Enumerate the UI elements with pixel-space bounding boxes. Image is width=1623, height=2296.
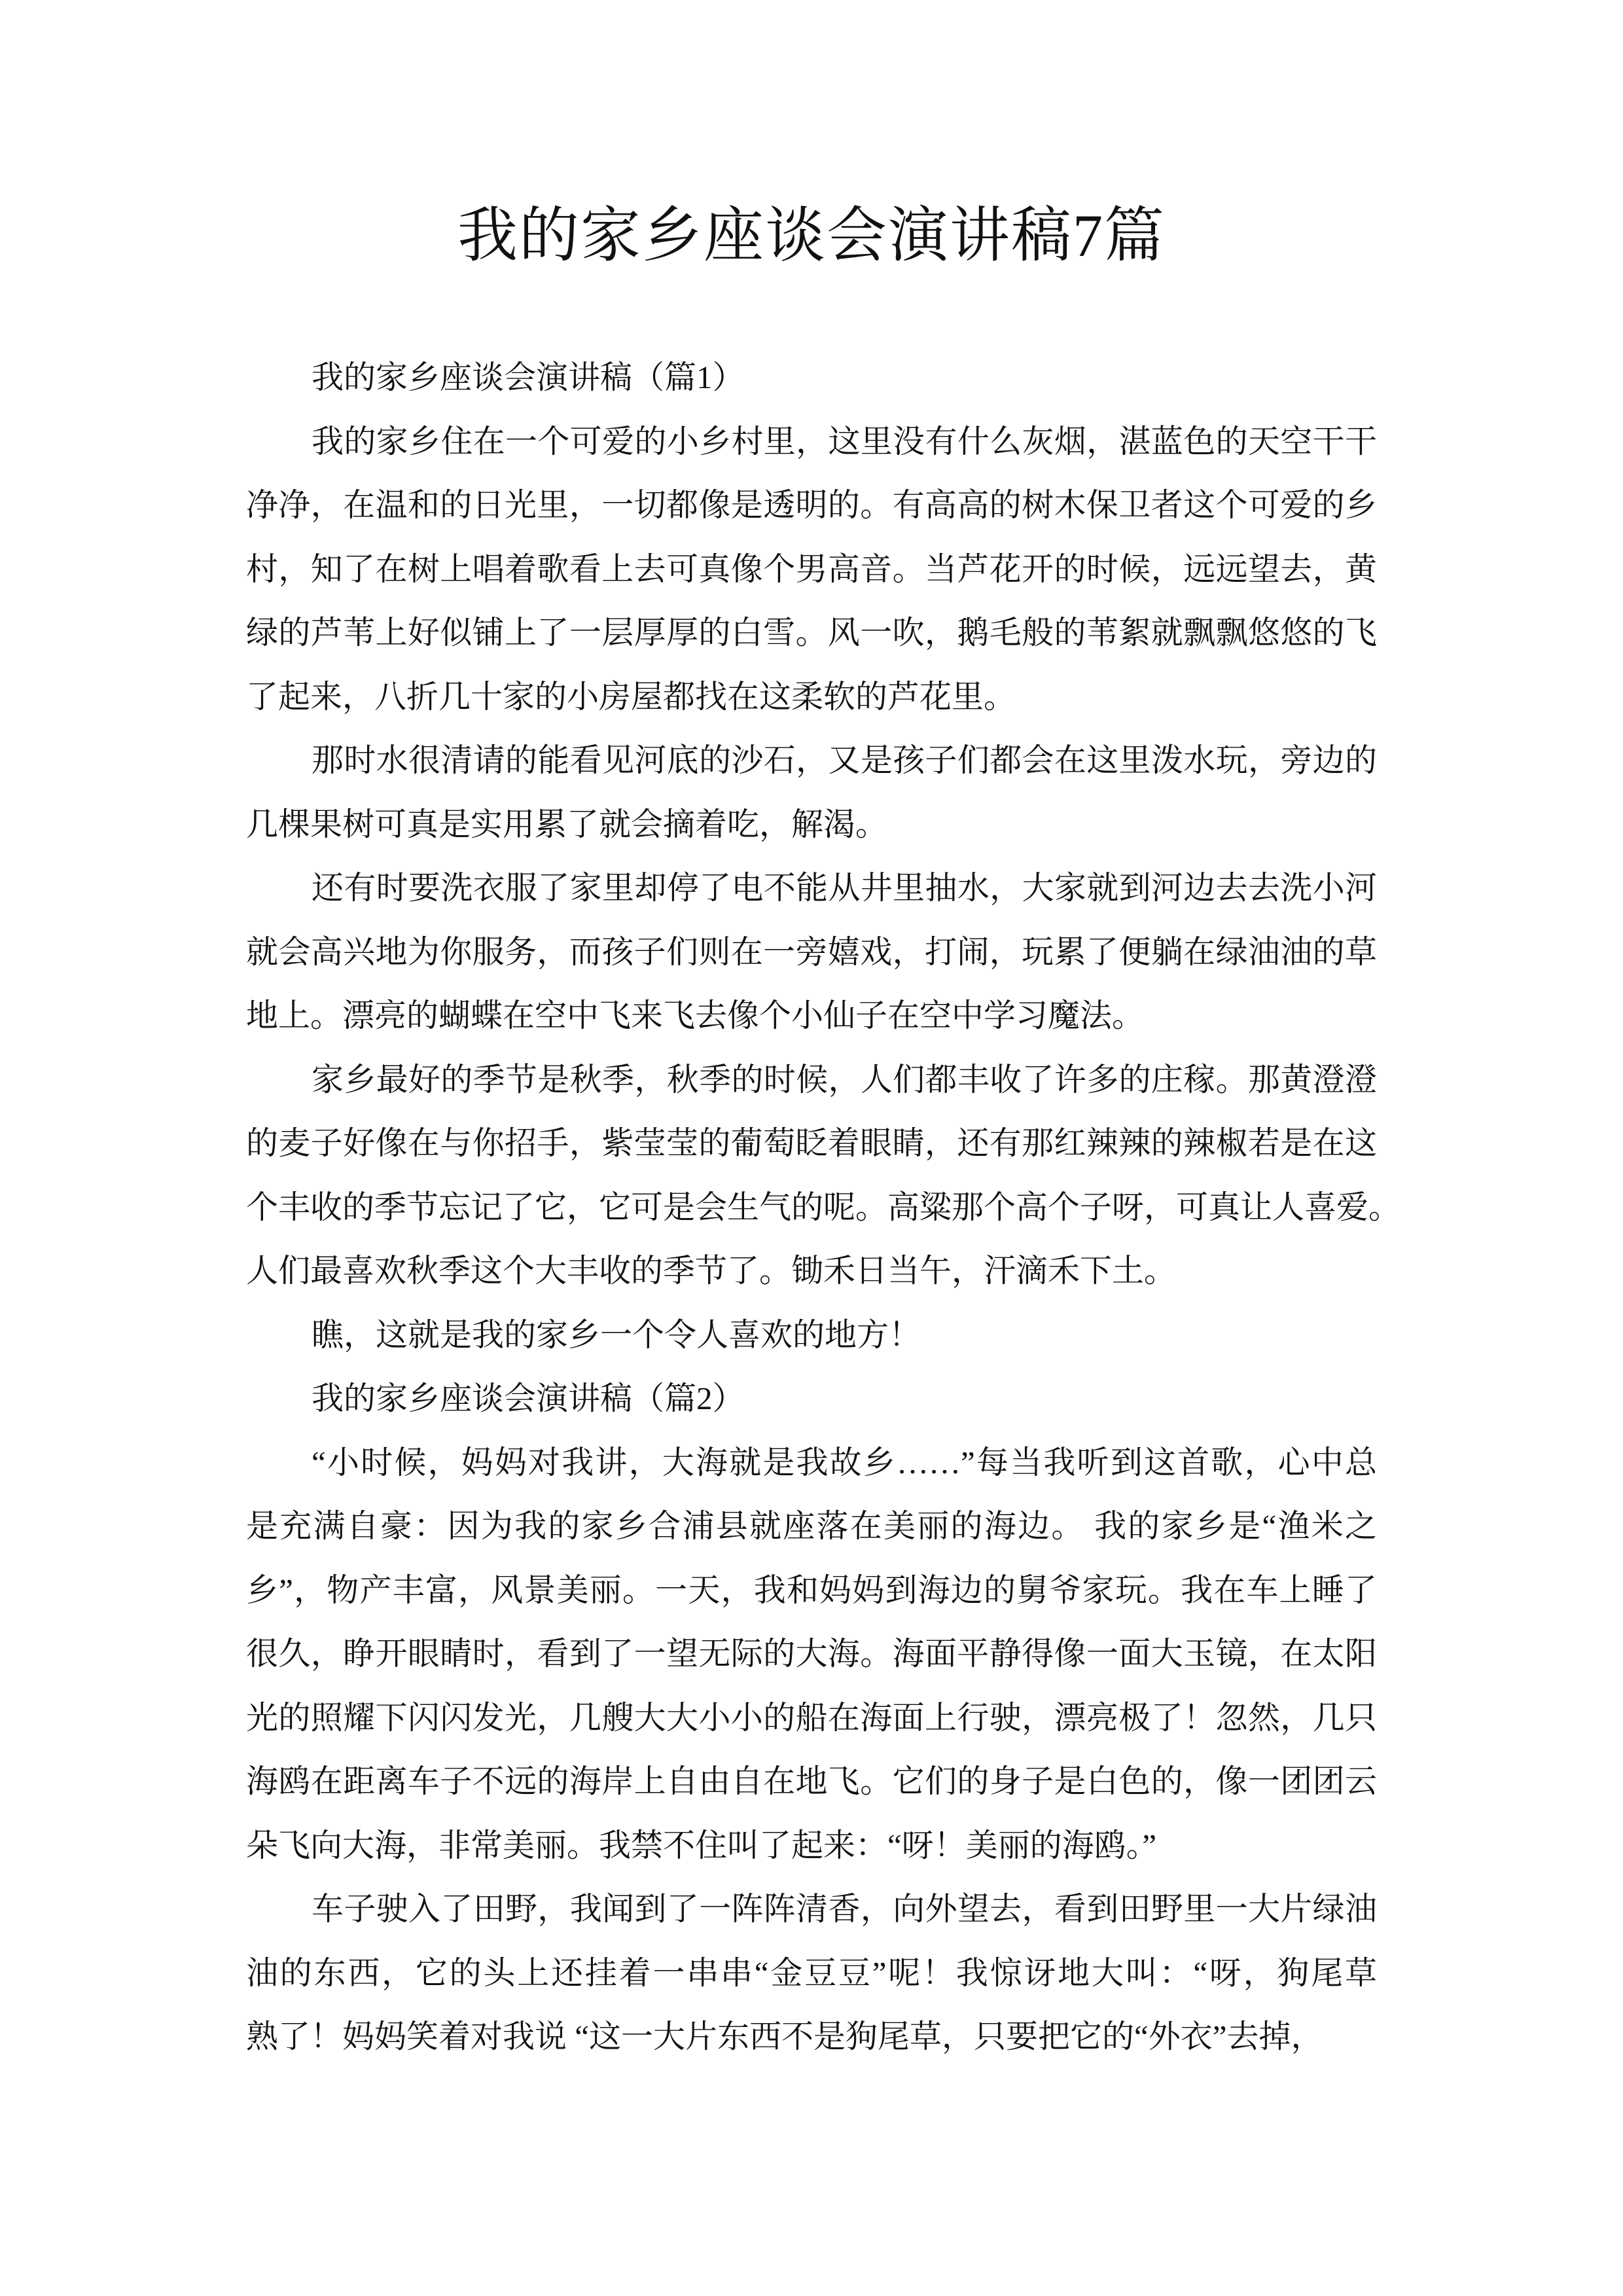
paragraph-line: 很久，睁开眼睛时，看到了一望无际的大海。海面平静得像一面大玉镜，在太阳 xyxy=(246,1636,1377,1672)
paragraph-line: 就会高兴地为你服务，而孩子们则在一旁嬉戏，打闹，玩累了便躺在绿油油的草 xyxy=(246,933,1377,970)
paragraph-line: 是充满自豪：因为我的家乡合浦县就座落在美丽的海边。 我的家乡是“渔米之 xyxy=(246,1508,1377,1544)
paragraph-line: 地上。漂亮的蝴蝶在空中飞来飞去像个小仙子在空中学习魔法。 xyxy=(246,997,1145,1033)
heading-text: 我的家乡座谈会演讲稿（篇1） xyxy=(312,359,745,395)
paragraph xyxy=(246,410,1377,729)
paragraph-line: 绿的芦苇上好似铺上了一层厚厚的白雪。风一吹，鹅毛般的苇絮就飘飘悠悠的飞 xyxy=(246,615,1377,651)
paragraph-line: 熟了！妈妈笑着对我说 “这一大片东西不是狗尾草，只要把它的“外衣”去掉， xyxy=(246,2018,1323,2054)
paragraph-line: 了起来，八折几十家的小房屋都找在这柔软的芦花里。 xyxy=(246,678,1016,715)
paragraph-line: 我的家乡住在一个可爱的小乡村里，这里没有什么灰烟，湛蓝色的天空干干 xyxy=(312,423,1377,459)
paragraph-line: 油的东西，它的头上还挂着一串串“金豆豆”呢！我惊讶地大叫：“呀，狗尾草 xyxy=(246,1954,1377,1991)
paragraph-line: 那时水很清请的能看见河底的沙石，又是孩子们都会在这里泼水玩，旁边的 xyxy=(312,742,1377,778)
paragraph-line: 朵飞向大海，非常美丽。我禁不住叫了起来：“呀！美丽的海鸥。” xyxy=(246,1827,1156,1863)
section-heading xyxy=(246,1367,1377,1431)
paragraph-line: 瞧，这就是我的家乡一个令人喜欢的地方！ xyxy=(312,1316,921,1353)
paragraph xyxy=(246,728,1377,856)
paragraph-line: 村，知了在树上唱着歌看上去可真像个男高音。当芦花开的时候，远远望去，黄 xyxy=(246,550,1377,587)
paragraph xyxy=(246,1048,1401,1303)
paragraph-line: “小时候，妈妈对我讲，大海就是我故乡……”每当我听到这首歌，心中总 xyxy=(312,1444,1377,1480)
paragraph xyxy=(246,1877,1377,2069)
heading-text: 我的家乡座谈会演讲稿（篇2） xyxy=(312,1380,745,1416)
paragraph xyxy=(246,1303,1377,1367)
paragraph-line: 几棵果树可真是实用累了就会摘着吃，解渴。 xyxy=(246,806,888,842)
paragraph xyxy=(246,856,1377,1048)
paragraph-line: 净净，在温和的日光里，一切都像是透明的。有高高的树木保卫者这个可爱的乡 xyxy=(246,487,1377,523)
paragraph-line: 车子驶入了田野，我闻到了一阵阵清香，向外望去，看到田野里一大片绿油 xyxy=(312,1891,1377,1927)
paragraph-line: 乡”，物产丰富，风景美丽。一天，我和妈妈到海边的舅爷家玩。我在车上睡了 xyxy=(246,1571,1377,1608)
paragraph-line: 家乡最好的季节是秋季，秋季的时候，人们都丰收了许多的庄稼。那黄澄澄 xyxy=(312,1061,1377,1098)
section-heading xyxy=(246,346,1377,410)
document-body xyxy=(246,346,1401,2069)
paragraph-line: 的麦子好像在与你招手，紫莹莹的葡萄眨着眼睛，还有那红辣辣的辣椒若是在这 xyxy=(246,1125,1377,1161)
document-title: 我的家乡座谈会演讲稿7篇 xyxy=(457,202,1166,269)
paragraph-line: 海鸥在距离车子不远的海岸上自由自在地飞。它们的身子是白色的，像一团团云 xyxy=(246,1763,1377,1799)
paragraph-line: 光的照耀下闪闪发光，几艘大大小小的船在海面上行驶，漂亮极了！忽然，几只 xyxy=(246,1699,1377,1736)
paragraph xyxy=(246,1431,1377,1878)
paragraph-line: 还有时要洗衣服了家里却停了电不能从井里抽水，大家就到河边去去洗小河 xyxy=(312,870,1377,906)
paragraph-line: 个丰收的季节忘记了它，它可是会生气的呢。高粱那个高个子呀，可真让人喜爱。 xyxy=(246,1189,1401,1225)
paragraph-line: 人们最喜欢秋季这个大丰收的季节了。锄禾日当午，汗滴禾下土。 xyxy=(246,1253,1177,1289)
